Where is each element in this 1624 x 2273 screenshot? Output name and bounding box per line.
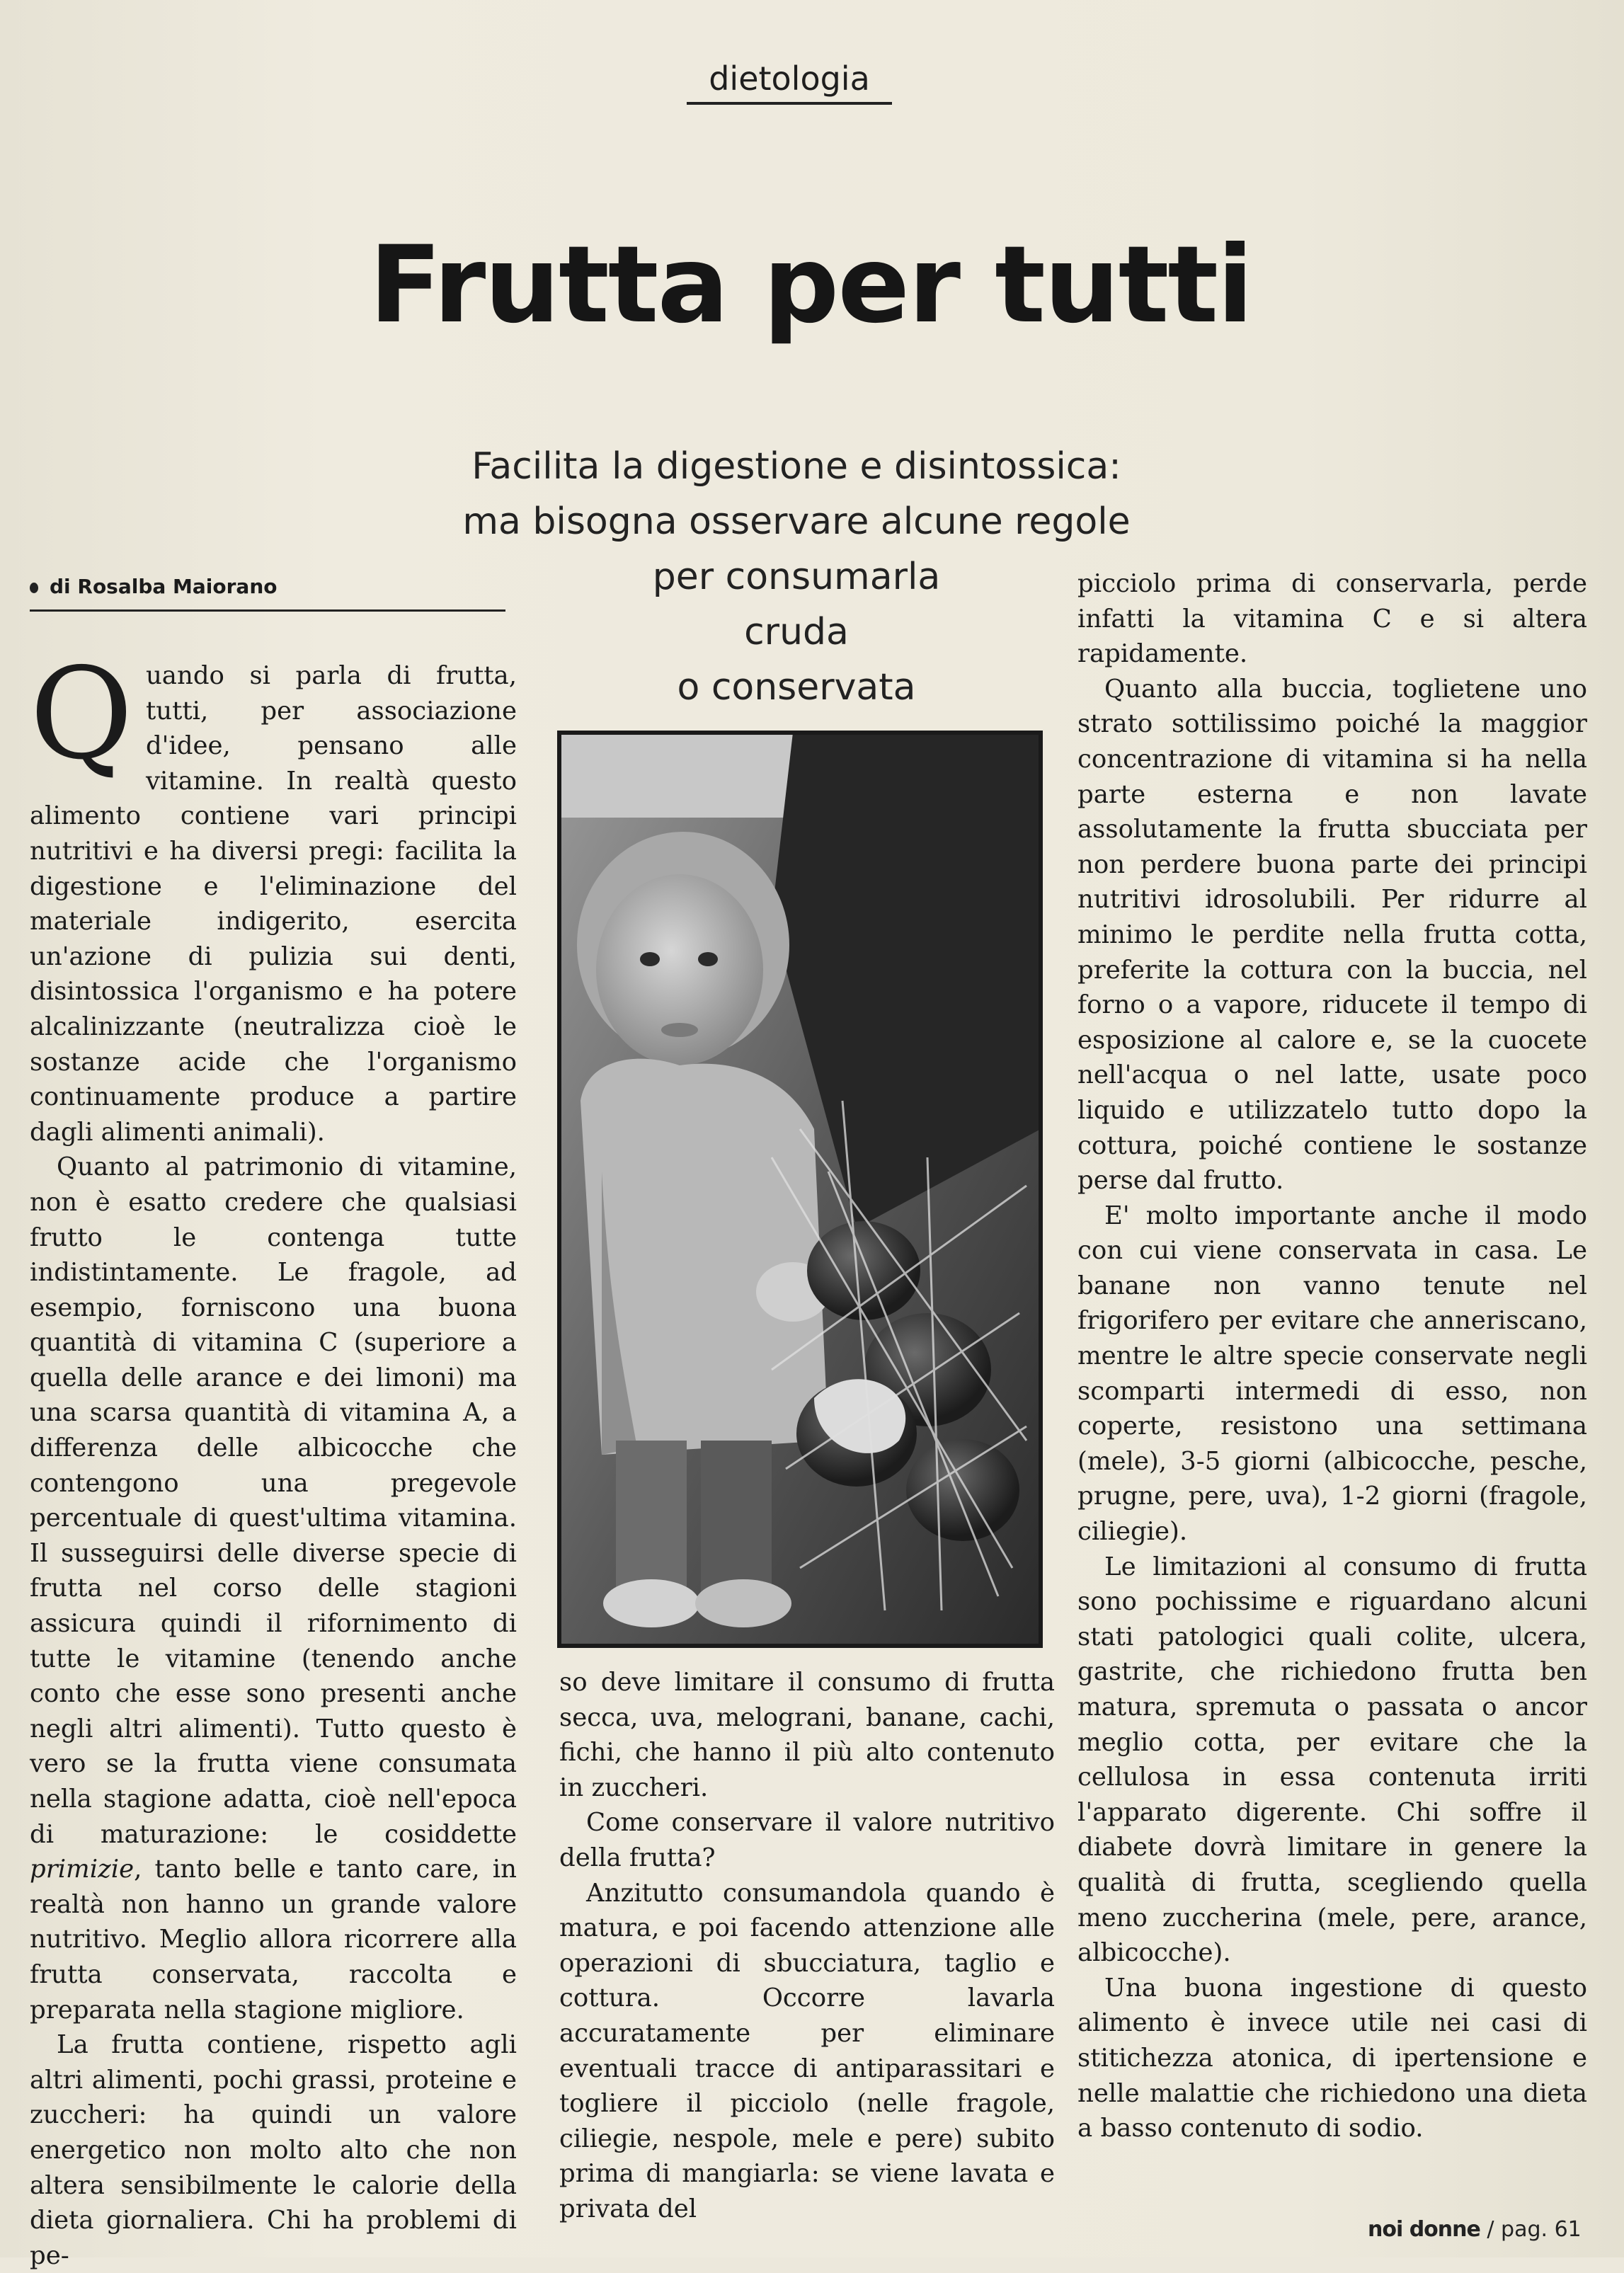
author-name: di Rosalba Maiorano [50,575,278,598]
paragraph: Come conservare il valore nutritivo della frutta? [559,1808,1055,1872]
subtitle-line: Facilita la digestione e disintossica: [471,445,1121,488]
article-title: Frutta per tutti [369,224,1252,347]
text-column-2 [559,1665,1055,2223]
paragraph: picciolo prima di conservarla, perde infatti la vitamina C e si altera rapidamente. [1077,569,1587,669]
paragraph: Quanto alla buccia, toglietene uno strato sottilissimo poiché la maggior concentrazione di vitamina si ha nella parte esterna e non lavate assolutamente la frutta sbucciata per non perdere buona parte dei principi nutritivi idrosolubili. Per ridurre al minimo le perdite nella frutta cotta, preferite la cottura con la buccia, nel forno o a vapore, riducete il tempo di esposizione al calore e, se la cuocete nell'acqua o nel latte, usate poco liquido e utilizzatelo tutto dopo la cottura, poiché contiene le sostanze perse dal frutto. [1077,674,1587,1196]
page-footer [1368,2217,1582,2242]
subtitle-line: per consumarla [652,556,941,598]
paragraph: Quanto al patrimonio di vitamine, non è esatto credere che qualsiasi frutto le contenga tutte indistintamente. Le fragole, ad esempio, forniscono una buona quantità di vitamina C (superiore a quella delle arance e dei limoni) ma una scarsa quantità di vitamina A, a differenza delle albicocche che contengono una pregevole percentuale di quest'ultima vitamina. Il susseguirsi delle diverse specie di frutta nel corso delle stagioni assicura quindi il rifornimento di tutte le vitamine (tenendo anche conto che esse sono presenti anche negli altri alimenti). Tutto questo è vero se la frutta viene consumata nella stagione adatta, cioè nell'epoca di maturazione: le cosiddette primizie, tanto belle e tanto care, in realtà non hanno un grande valore nutritivo. Meglio allora ricorrere alla frutta conservata, raccolta e preparata nella stagione migliore. [30,1152,517,2025]
drop-cap: Q [30,641,133,787]
subtitle-line: o conservata [677,666,916,709]
paragraph: Una buona ingestione di questo alimento è invece utile nei casi di stitichezza atonica, di ipertensione e nelle malattie che richiedono una dieta a basso contenuto di sodio. [1077,1973,1587,2143]
text-column-1 [30,641,517,2270]
subtitle-line: ma bisogna osservare alcune regole [462,500,1131,543]
paragraph: E' molto importante anche il modo con cui viene conservata in casa. Le banane non vanno tenute nel frigorifero per evitare che anneriscano, mentre le altre specie conservate negli scomparti intermedi di esso, non coperte, resistono una settimana (mele), 3-5 giorni (albicocche, pesche, prugne, pere, uva), 1-2 giorni (fragole, ciliegie). [1077,1201,1587,1547]
magazine-brand: noi donne [1368,2217,1480,2242]
text-column-3 [1077,566,1587,2212]
subtitle-line: cruda [744,611,849,653]
page-number: / pag. 61 [1487,2217,1582,2242]
paragraph: so deve limitare il consumo di frutta secca, uva, melograni, banane, cachi, fichi, che hanno il più alto contenuto in zuccheri. [559,1668,1055,1802]
section-label: dietologia [687,59,892,105]
italic-term: primizie [30,1855,135,1884]
child-with-fruit-net-illustration [559,733,1041,1646]
paragraph: Le limitazioni al consumo di frutta sono pochissime e riguardano alcuni stati patologici quali colite, ulcera, gastrite, che richiedono frutta ben matura, spremuta o passata o ancor meglio cotta, per evitare che la cellulosa in essa contenuta irriti l'apparato digerente. Chi soffre il diabete dovrà limitare in genere la qualità di frutta, scegliendo quella meno zuccherina (mele, pere, arance, albicocche). [1077,1552,1587,1968]
paragraph: La frutta contiene, rispetto agli altri alimenti, pochi grassi, proteine e zuccheri: ha quindi un valore energetico non molto alto che non altera sensibilmente le calorie della dieta giornaliera. Chi ha problemi di pe- [30,2030,517,2270]
bullet-icon [30,583,38,593]
paragraph: Anzitutto consumandola quando è matura, e poi facendo attenzione alle operazioni di sbucciatura, taglio e cottura. Occorre lavarla accuratamente per eliminare eventuali tracce di antiparassitari e togliere il picciolo (nelle fragole, ciliegie, nespole, mele e pere) subito prima di mangiarla: se viene lavata e privata del [559,1878,1055,2223]
article-photo [559,733,1041,1646]
byline [30,575,505,612]
paragraph: Quando si parla di frutta, tutti, per associazione d'idee, pensano alle vitamine. In realtà questo alimento contiene vari principi nutritivi e ha diversi pregi: facilita la digestione e l'eliminazione del materiale indigerito, esercita un'azione di pulizia sui denti, disintossica l'organismo e ha potere alcalinizzante (neutralizza cioè le sostanze acide che l'organismo continuamente produce a partire dagli alimenti animali). [30,641,517,1147]
